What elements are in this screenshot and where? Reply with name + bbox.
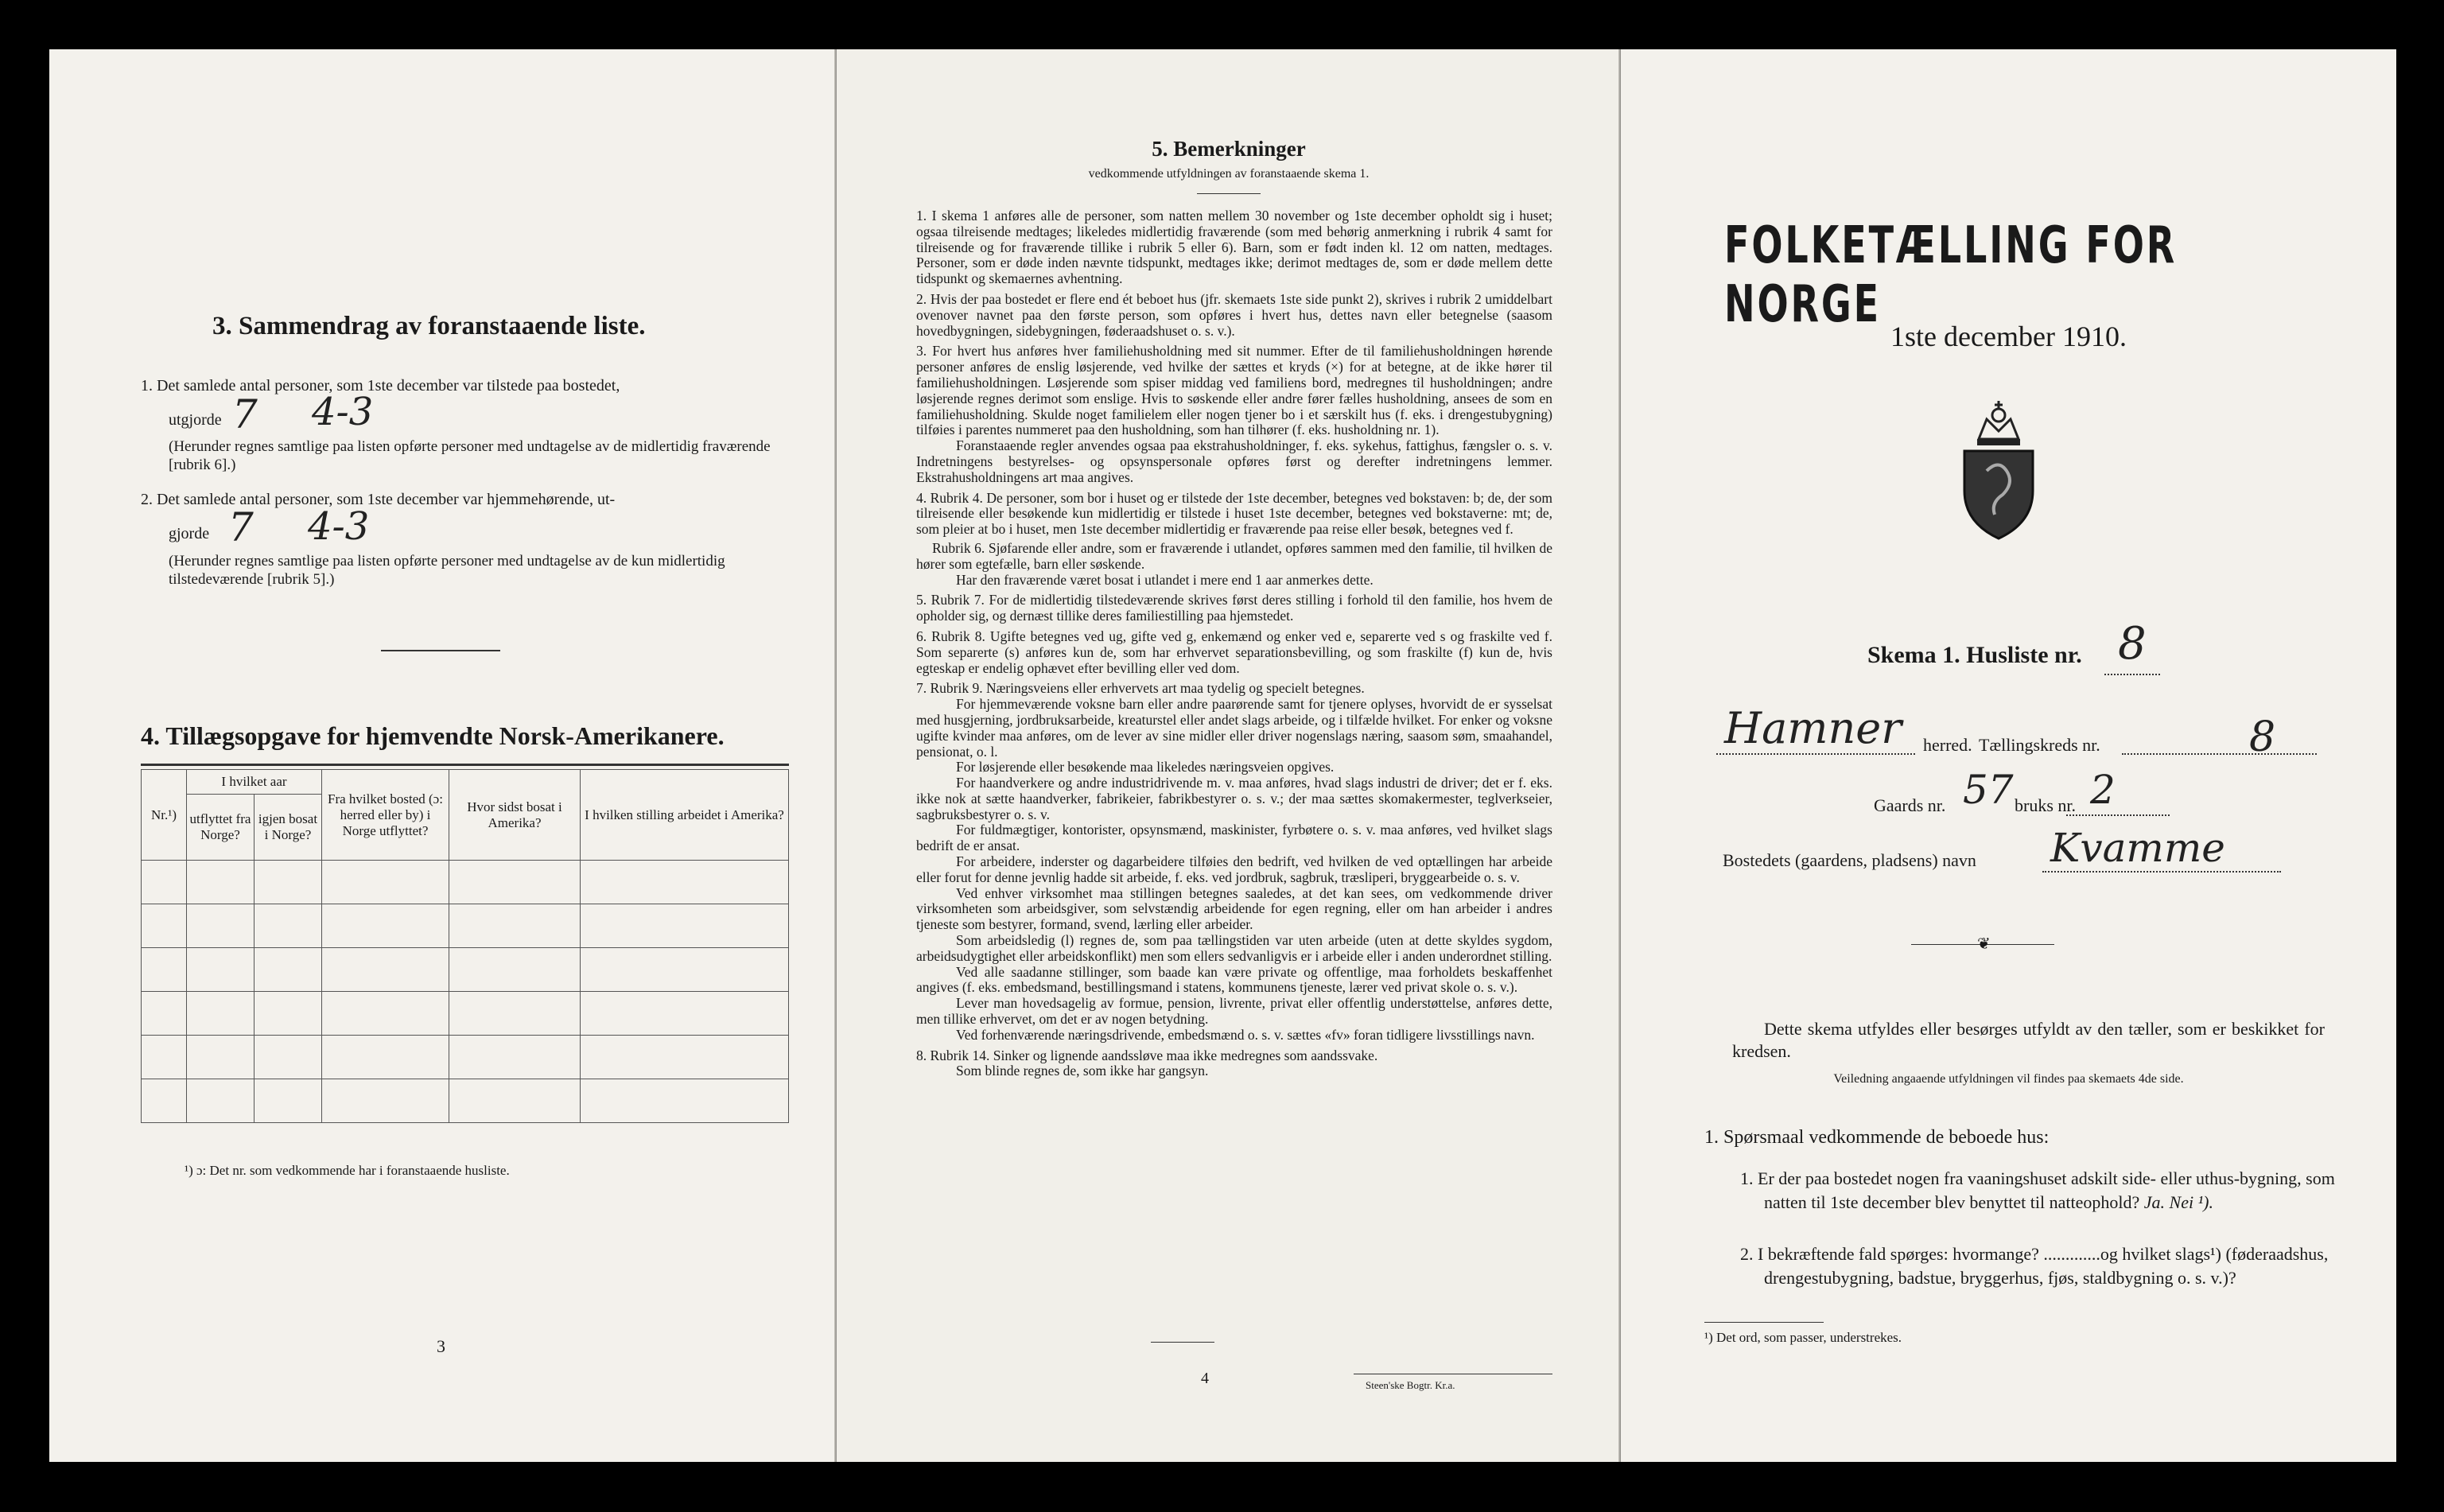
item-2-label: gjorde bbox=[169, 525, 210, 542]
col-igjen: igjen bosat i Norge? bbox=[255, 795, 322, 861]
remark-7k: Ved forhenværende næringsdrivende, embedsmænd o. s. v. sættes «fv» foran tidligere livsstillings navn. bbox=[956, 1026, 1535, 1043]
divider bbox=[1151, 1342, 1214, 1343]
remark-7i: Ved alle saadanne stillinger, som baade kan være private og offentlige, maa forholdets beskaffenhet angives (f. eks. embedsmand, bestillingsmand i statens, kommunens tjeneste, lærer ved privat skole o. s. v.). bbox=[916, 963, 1552, 996]
remark-8: 8. Rubrik 14. Sinker og lignende aandssløve maa ikke medregnes som aandssvake. bbox=[916, 1047, 1378, 1063]
section-4-title: 4. Tillægsopgave for hjemvendte Norsk-Amerikanere. bbox=[141, 721, 725, 750]
col-nr: Nr.¹) bbox=[142, 770, 187, 861]
item-1-note: (Herunder regnes samtlige paa listen opførte personer med undtagelse av de midlertidig fraværende [rubrik 6].) bbox=[169, 438, 771, 473]
remarks-title: 5. Bemerkninger bbox=[1152, 137, 1306, 161]
veiledning-text: Veiledning angaaende utfyldningen vil findes paa skemaets 4de side. bbox=[1833, 1072, 2184, 1086]
coat-of-arms-icon bbox=[1955, 383, 2042, 546]
remark-7c: For løsjerende eller besøkende maa likeledes næringsveien opgives. bbox=[956, 759, 1335, 775]
question-1-2: 2. I bekræftende fald spørges: hvormange? .............og hvilket slags¹) (føderaadshus, drengestubygning, badstue, bryggerhus, fjøs, staldbygning o. s. v.)? bbox=[1740, 1244, 2329, 1288]
item-2-text: 2. Det samlede antal personer, som 1ste december var hjemmehørende, ut- bbox=[141, 491, 616, 508]
page-number: 4 bbox=[1201, 1370, 1209, 1387]
remarks-subtitle: vedkommende utfyldningen av foranstaaende skema 1. bbox=[1088, 167, 1370, 181]
underline bbox=[1716, 753, 1915, 755]
remark-6: 6. Rubrik 8. Ugifte betegnes ved ug, gifte ved g, enkemænd og enker ved e, separerte ved s og fraskilte ved f. Som separerte (s) anføres kun de, som har erhvervet separationsbevilling, og som fraskilte (f) kun de, hvis egteskap er endelig ophævet efter bevilling eller ved dom. bbox=[916, 628, 1552, 676]
col-fra: Fra hvilket bosted (ɔ: herred eller by) i Norge utflyttet? bbox=[322, 770, 449, 861]
remark-7b: For hjemmeværende voksne barn eller andre paarørende samt for tjenere oplyses, hvorvidt de er sysselsat med husgjerning, jordbruksarbeide, kreaturstel eller andet slags arbeide, og i tilfælde hvilket. For enker og voksne ugifte kvinder maa anføres, om de lever av sine midler eller driver nogenslags næring, saasom søm, smaahandel, pensionat, o. l. bbox=[916, 696, 1552, 760]
table-top-rule bbox=[141, 764, 789, 766]
gaards-nr: 57 bbox=[1963, 767, 2014, 813]
item-1-label: utgjorde bbox=[169, 411, 222, 429]
col-utflyttet: utflyttet fra Norge? bbox=[187, 795, 255, 861]
census-title: FOLKETÆLLING FOR NORGE bbox=[1724, 216, 2178, 334]
remark-3: 3. For hvert hus anføres hver familiehusholdning med sit nummer. Efter de til familiehusholdningen hørende personer anføres de enslig løsjerende, ved hvilke der sættes et kryds (×) for at betegne, at de ikke hører til familiehusholdningen. Løsjerende som spiser middag ved familiens bord, medregnes til husholdningen; andre løsjerende regnes derimot som enslige. Hvis to søskende eller andre fører fælles husholdning, ansees de som en familiehusholdning. Skulde noget familielem eller nogen tjener bo i et særskilt hus (f. eks. i drengestubygning) tilføies i parentes nummeret paa den husholdning, som han tilhører (f. eks. husholdning nr. 1). bbox=[916, 343, 1552, 438]
herred-label: herred. bbox=[1923, 735, 1972, 755]
question-1: 1. Spørsmaal vedkommende de beboede hus: bbox=[1704, 1127, 2050, 1148]
remark-5: 5. Rubrik 7. For de midlertidig tilstedeværende skrives først deres stilling i forhold til den familie, hos hvem de opholder sig, og dernæst tillike deres familiestilling paa hjemstedet. bbox=[916, 592, 1552, 624]
underline bbox=[2066, 814, 2170, 816]
divider bbox=[381, 650, 500, 651]
divider bbox=[1197, 193, 1261, 194]
bruks-label: bruks nr. bbox=[2015, 795, 2076, 815]
page-1 bbox=[1621, 49, 2396, 1462]
col-stilling: I hvilken stilling arbeidet i Amerika? bbox=[581, 770, 789, 861]
table-row bbox=[142, 1079, 789, 1123]
bosted-value: Kvamme bbox=[2050, 825, 2225, 871]
remark-7d: For haandverkere og andre industridrivende m. v. maa anføres, hvad slags industri de driver; det er f. eks. ikke nok at sætte haandverker, fabrikeier, fabrikbestyrer o. s. v.; der maa sættes skomakermester, teglverkseier, sagbruksbestyrer o. s. v. bbox=[916, 775, 1552, 822]
page-number: 3 bbox=[437, 1336, 445, 1356]
remark-2: 2. Hvis der paa bostedet er flere end ét beboet hus (jfr. skemaets 1ste side punkt 2), skrives i rubrik 2 umiddelbart ovenover navnet paa den første person, som opføres i hvert hus, dettes navn eller betegnelse (saasom hovedbygningen, sidebygningen, føderaadshuset o. s. v.). bbox=[916, 290, 1552, 339]
table-row bbox=[142, 1036, 789, 1079]
remark-4: 4. Rubrik 4. De personer, som bor i huset og er tilstede der 1ste december, betegnes ved bokstaven: b; de, der som tilreisende eller besøkende kun midlertidig er tilstede i huset 1ste december, betegnes ved bokstaverne: mt; de, som pleier at bo i huset, men 1ste december midlertidig er fraværende paa reise eller besøk, betegnes ved f. bbox=[916, 489, 1552, 538]
husliste-nr: 8 bbox=[2118, 618, 2147, 670]
question-1-1-answer: Ja. Nei ¹). bbox=[2143, 1192, 2213, 1212]
kreds-nr: 8 bbox=[2249, 713, 2276, 761]
kreds-label: Tællingskreds nr. bbox=[1979, 735, 2100, 755]
page-3 bbox=[49, 49, 837, 1462]
remark-7g: Ved enhver virksomhet maa stillingen betegnes saaledes, at det kan sees, om vedkommende driver virksomheten som arbeidsgiver, som selvstændig arbeidende for egen regning, eller om han arbeider i andres tjeneste som bestyrer, formand, svend, lærling eller arbeider. bbox=[916, 884, 1552, 933]
item-1-text: 1. Det samlede antal personer, som 1ste december var tilstede paa bostedet, bbox=[141, 377, 620, 395]
intro-text: Dette skema utfyldes eller besørges utfyldt av den tæller, som er beskikket for kredsen. bbox=[1732, 1019, 2325, 1061]
table-row bbox=[142, 948, 789, 992]
item-1-value2: 4-3 bbox=[312, 390, 374, 434]
remark-1: 1. I skema 1 anføres alle de personer, som natten mellem 30 november og 1ste december opholdt sig i huset; ogsaa tilreisende medtages; likeledes midlertidig fraværende (som med behørig anmerkning i rubrik 4 samt for tilreisende og for fraværende tillike i rubrik 5 eller 6). Barn, som er født inden kl. 12 om natten, medtages. Personer, som er døde inden nævnte tidspunkt, medtages ikke; derimot medtages de, som er døde mellem dette tidspunkt og skemaernes avhentning. bbox=[916, 208, 1552, 287]
remark-8b: Som blinde regnes de, som ikke har gangsyn. bbox=[956, 1063, 1209, 1079]
item-2-note: (Herunder regnes samtlige paa listen opførte personer med undtagelse av de kun midlertidig tilstedeværende [rubrik 5].) bbox=[169, 553, 725, 588]
footnote: ¹) Det ord, som passer, understrekes. bbox=[1704, 1330, 1902, 1345]
table-row bbox=[142, 861, 789, 904]
herred-value: Hamner bbox=[1724, 703, 1902, 753]
remark-7: 7. Rubrik 9. Næringsveiens eller erhvervets art maa tydelig og specielt betegnes. bbox=[916, 680, 1365, 697]
bruks-nr: 2 bbox=[2090, 767, 2116, 813]
remark-7f: For arbeidere, inderster og dagarbeidere tilføies den bedrift, ved hvilken de ved optællingen har arbeide eller forut for denne jevnlig hadde sit arbeide, f. eks. ved jordbruk, sagbruk, træsliperi, bryggearbeide o. s. v. bbox=[916, 853, 1552, 885]
divider bbox=[1704, 1322, 1824, 1323]
remark-7h: Som arbeidsledig (l) regnes de, som paa tællingstiden var uten arbeide (uten at dette skyldes sygdom, arbeidsudygtighet eller arbeidskonflikt) men som ellers sedvanligvis er i arbeide eller i anden underordnet stilling. bbox=[916, 932, 1552, 964]
table-row bbox=[142, 992, 789, 1036]
table-row bbox=[142, 904, 789, 948]
section-3-title: 3. Sammendrag av foranstaaende liste. bbox=[212, 312, 646, 340]
gaards-label: Gaards nr. bbox=[1874, 795, 1946, 815]
remarks-body bbox=[916, 208, 1552, 1079]
underline bbox=[2042, 871, 2281, 873]
printer: Steen'ske Bogtr. Kr.a. bbox=[1366, 1379, 1455, 1391]
remark-4c: Har den fraværende været bosat i utlandet i mere end 1 aar anmerkes dette. bbox=[956, 571, 1374, 588]
question-1-1 bbox=[1740, 1167, 2349, 1215]
remark-7j: Lever man hovedsagelig av formue, pension, livrente, privat eller offentlig understøttelse, anføres dette, men tillike erhvervet, om det er av nogen betydning. bbox=[916, 995, 1552, 1028]
footnote: ¹) ɔ: Det nr. som vedkommende har i foranstaaende husliste. bbox=[185, 1163, 510, 1178]
underline bbox=[2122, 753, 2317, 755]
remark-7e: For fuldmægtiger, kontorister, opsynsmænd, maskinister, fyrbøtere o. s. v. maa anføres, ved hvilket slags bedrift de er ansat. bbox=[916, 822, 1552, 854]
remark-3b: Foranstaaende regler anvendes ogsaa paa ekstrahusholdninger, f. eks. sykehus, fattighus, fængsler o. s. v. Indretningens bestyrelses- og opsynspersonale opføres først og derefter indretningens lemmer. Ekstrahusholdningens art maa angives. bbox=[916, 437, 1552, 485]
item-2-value: 7 bbox=[228, 504, 254, 550]
item-1-value: 7 bbox=[232, 391, 258, 437]
norsk-amerikanere-table bbox=[141, 769, 789, 1123]
col-group-aar: I hvilket aar bbox=[187, 770, 322, 795]
underline bbox=[2104, 674, 2160, 675]
question-1-1-text: 1. Er der paa bostedet nogen fra vaaningshuset adskilt side- eller uthus-bygning, som natten til 1ste december blev benyttet til natteophold? bbox=[1740, 1168, 2335, 1212]
bosted-label: Bostedets (gaardens, pladsens) navn bbox=[1723, 850, 1976, 870]
ornament-icon: ❦ bbox=[1977, 935, 1991, 953]
page-4 bbox=[837, 49, 1621, 1462]
remark-4b: Rubrik 6. Sjøfarende eller andre, som er fraværende i utlandet, opføres sammen med den familie, til hvilken de hører som egtefælle, barn eller søskende. bbox=[916, 539, 1552, 572]
skema-label: Skema 1. Husliste nr. bbox=[1867, 642, 2082, 668]
item-2-value2: 4-3 bbox=[308, 504, 370, 549]
census-date: 1ste december 1910. bbox=[1890, 321, 2127, 352]
col-hvor: Hvor sidst bosat i Amerika? bbox=[449, 770, 581, 861]
